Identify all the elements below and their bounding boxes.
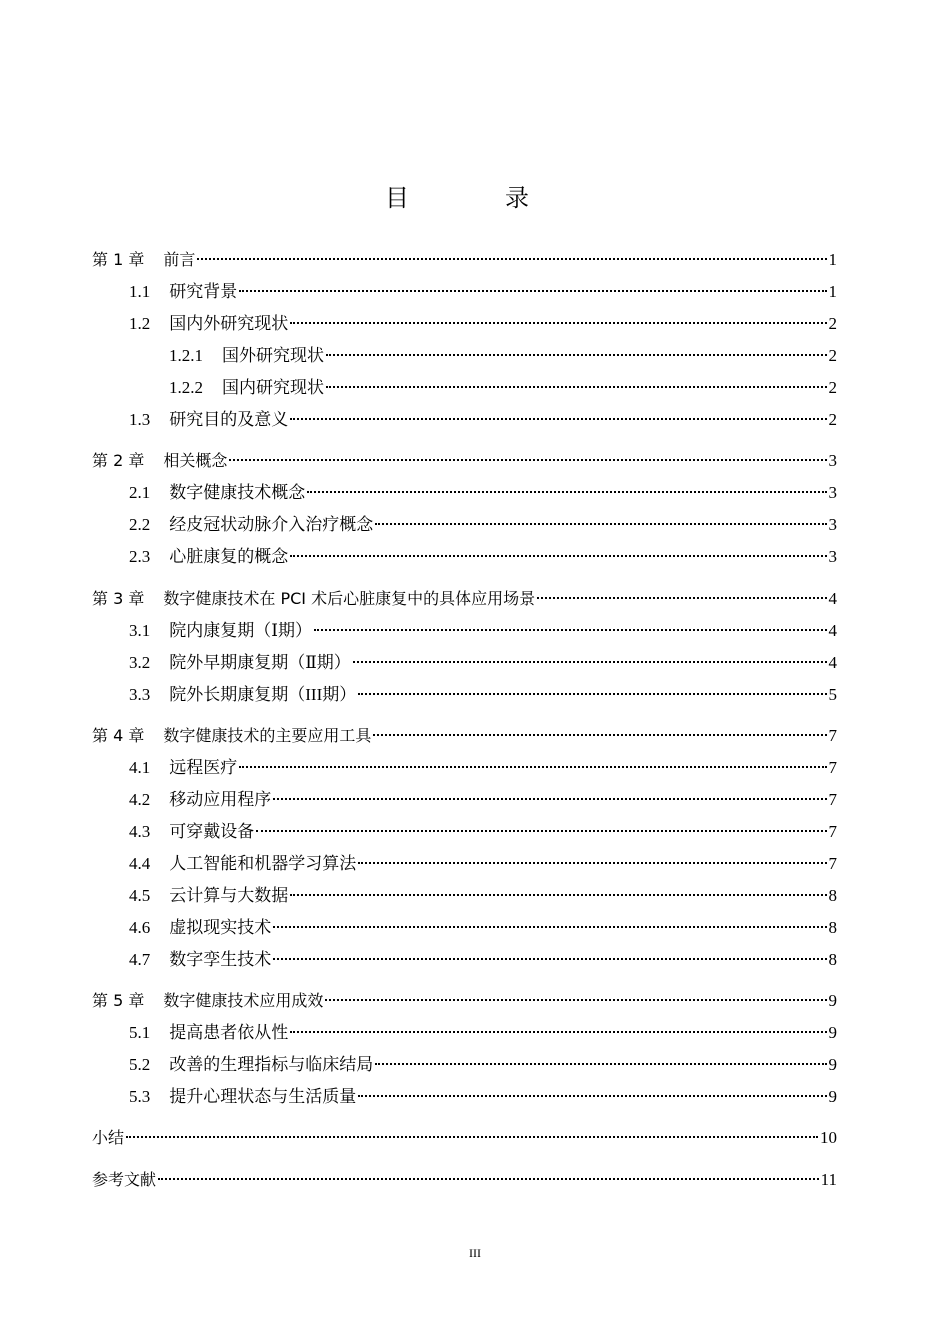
toc-entry[interactable] — [92, 376, 837, 400]
toc-entry-number: 4.1 — [129, 758, 151, 777]
toc-entry-page: 7 — [828, 758, 837, 777]
toc-entry-label: 云计算与大数据 — [169, 886, 289, 905]
toc-entry-number: 第 5 章 — [92, 991, 145, 1010]
toc-entry-label: 院内康复期（Ⅰ期） — [169, 621, 312, 640]
toc-entry-label: 经皮冠状动脉介入治疗概念 — [169, 515, 374, 534]
toc-entry[interactable] — [92, 1168, 837, 1192]
toc-entry-page: 2 — [828, 346, 837, 365]
toc-entry[interactable] — [92, 587, 837, 611]
toc-entry-page: 7 — [828, 790, 837, 809]
toc-entry-page: 8 — [828, 918, 837, 937]
toc-entry[interactable] — [92, 651, 837, 675]
toc-entry-number: 1.1 — [129, 282, 151, 301]
toc-entry-label: 数字健康技术的主要应用工具 — [163, 726, 372, 745]
toc-entry-page: 3 — [828, 547, 837, 566]
toc-entry-page: 2 — [828, 378, 837, 397]
toc-entry-number: 5.3 — [129, 1087, 151, 1106]
toc-entry[interactable] — [92, 1085, 837, 1109]
toc-entry-label: 改善的生理指标与临床结局 — [169, 1055, 374, 1074]
dot-leader — [537, 596, 826, 599]
toc-entry-label: 小结 — [92, 1128, 125, 1147]
dot-leader — [197, 257, 826, 260]
dot-leader — [373, 733, 826, 736]
toc-entry[interactable] — [92, 545, 837, 569]
toc-entry[interactable] — [92, 248, 837, 272]
dot-leader — [290, 321, 826, 324]
toc-entry[interactable] — [92, 449, 837, 473]
toc-entry-page: 7 — [828, 726, 837, 745]
toc-entry[interactable] — [92, 513, 837, 537]
toc-entry-label: 移动应用程序 — [169, 790, 272, 809]
dot-leader — [256, 829, 826, 832]
toc-entry-number: 4.6 — [129, 918, 151, 937]
toc-entry-page: 9 — [828, 1087, 837, 1106]
dot-leader — [375, 1062, 826, 1065]
toc-entry-label: 相关概念 — [163, 451, 228, 470]
dot-leader — [326, 353, 827, 356]
dot-leader — [358, 692, 826, 695]
toc-entry[interactable] — [92, 344, 837, 368]
toc-entry[interactable] — [92, 312, 837, 336]
toc-entry[interactable] — [92, 1021, 837, 1045]
toc-entry-page: 7 — [828, 854, 837, 873]
dot-leader — [307, 490, 826, 493]
toc-entry-label: 研究目的及意义 — [169, 410, 289, 429]
toc-entry-label: 国内外研究现状 — [169, 314, 289, 333]
page-number-footer: III — [469, 1246, 481, 1260]
toc-entry[interactable] — [92, 408, 837, 432]
dot-leader — [314, 628, 827, 631]
dot-leader — [273, 925, 826, 928]
toc-entry-label: 数字孪生技术 — [169, 950, 272, 969]
toc-title: 目 录 — [385, 184, 565, 212]
toc-entry[interactable] — [92, 948, 837, 972]
toc-entry-number: 2.1 — [129, 483, 151, 502]
dot-leader — [290, 417, 826, 420]
dot-leader — [326, 385, 827, 388]
dot-leader — [158, 1177, 819, 1180]
toc-entry-page: 4 — [828, 589, 837, 608]
toc-entry-page: 7 — [828, 822, 837, 841]
toc-entry-label: 提高患者依从性 — [169, 1023, 289, 1042]
toc-entry-label: 研究背景 — [169, 282, 238, 301]
dot-leader — [353, 660, 827, 663]
toc-entry-page: 1 — [828, 250, 837, 269]
toc-entry-number: 1.2.2 — [169, 378, 203, 397]
toc-entry[interactable] — [92, 989, 837, 1013]
toc-entry-number: 1.3 — [129, 410, 151, 429]
toc-entry-number: 4.2 — [129, 790, 151, 809]
toc-entry-label: 人工智能和机器学习算法 — [169, 854, 357, 873]
toc-entry-number: 3.3 — [129, 685, 151, 704]
dot-leader — [375, 522, 826, 525]
toc-entry-label: 院外早期康复期（Ⅱ期） — [169, 653, 351, 672]
toc-entry[interactable] — [92, 788, 837, 812]
dot-leader — [358, 1094, 826, 1097]
toc-entry-page: 5 — [828, 685, 837, 704]
toc-entry-page: 11 — [820, 1170, 837, 1189]
toc-entry-label: 数字健康技术应用成效 — [163, 991, 324, 1010]
toc-entry[interactable] — [92, 481, 837, 505]
dot-leader — [290, 1030, 826, 1033]
toc-entry[interactable] — [92, 1053, 837, 1077]
toc-entry[interactable] — [92, 916, 837, 940]
toc-entry-number: 3.1 — [129, 621, 151, 640]
toc-entry-number: 2.2 — [129, 515, 151, 534]
toc-entry-number: 4.7 — [129, 950, 151, 969]
toc-entry-page: 4 — [828, 653, 837, 672]
dot-leader — [273, 797, 826, 800]
toc-entry-page: 9 — [828, 991, 837, 1010]
toc-entry[interactable] — [92, 756, 837, 780]
dot-leader — [239, 765, 826, 768]
toc-entry-number: 4.3 — [129, 822, 151, 841]
toc-entry-page: 3 — [828, 515, 837, 534]
toc-entry-number: 1.2.1 — [169, 346, 203, 365]
toc-entry-label: 国内研究现状 — [222, 378, 324, 397]
toc-entry-page: 9 — [828, 1023, 837, 1042]
toc-entry[interactable] — [92, 1126, 837, 1150]
toc-entry-label: 心脏康复的概念 — [169, 547, 289, 566]
toc-entry[interactable] — [92, 820, 837, 844]
toc-entry-label: 可穿戴设备 — [169, 822, 255, 841]
dot-leader — [239, 289, 826, 292]
toc-entry-number: 第 3 章 — [92, 589, 145, 608]
toc-entry[interactable] — [92, 852, 837, 876]
dot-leader — [290, 893, 826, 896]
toc-entry-page: 2 — [828, 410, 837, 429]
toc-entry-number: 5.2 — [129, 1055, 151, 1074]
toc-entry[interactable] — [92, 683, 837, 707]
dot-leader — [229, 458, 826, 461]
toc-entry-number: 3.2 — [129, 653, 151, 672]
toc-entry-number: 2.3 — [129, 547, 151, 566]
toc-entry[interactable] — [92, 619, 837, 643]
toc-entry[interactable] — [92, 280, 837, 304]
toc-entry-page: 4 — [828, 621, 837, 640]
dot-leader — [325, 998, 826, 1001]
toc-entry-label: 远程医疗 — [169, 758, 238, 777]
toc-entry-label: 提升心理状态与生活质量 — [169, 1087, 357, 1106]
toc-entry-page: 2 — [828, 314, 837, 333]
toc-entry-number: 第 4 章 — [92, 726, 145, 745]
dot-leader — [126, 1135, 818, 1138]
toc-entry-label: 数字健康技术在 PCI 术后心脏康复中的具体应用场景 — [163, 589, 536, 608]
toc-entry-label: 数字健康技术概念 — [169, 483, 306, 502]
toc-entry-number: 4.5 — [129, 886, 151, 905]
toc-entry-label: 虚拟现实技术 — [169, 918, 272, 937]
toc-entry-page: 8 — [828, 950, 837, 969]
toc-entry-page: 9 — [828, 1055, 837, 1074]
toc-entry-number: 4.4 — [129, 854, 151, 873]
toc-entry-page: 8 — [828, 886, 837, 905]
toc-entry-page: 1 — [828, 282, 837, 301]
toc-entry-label: 院外长期康复期（III期） — [169, 685, 357, 704]
toc-entry-label: 前言 — [163, 250, 196, 269]
toc-entry-page: 3 — [828, 451, 837, 470]
toc-entry-number: 5.1 — [129, 1023, 151, 1042]
toc-entry-label: 国外研究现状 — [222, 346, 324, 365]
toc-entry-page: 10 — [820, 1128, 837, 1147]
toc-entry-number: 第 2 章 — [92, 451, 145, 470]
toc-entry-page: 3 — [828, 483, 837, 502]
toc-entry[interactable] — [92, 884, 837, 908]
dot-leader — [273, 957, 826, 960]
toc-entry-number: 第 1 章 — [92, 250, 145, 269]
toc-entry-label: 参考文献 — [92, 1170, 157, 1189]
toc-entry-number: 1.2 — [129, 314, 151, 333]
dot-leader — [290, 554, 826, 557]
dot-leader — [358, 861, 826, 864]
toc-entry[interactable] — [92, 724, 837, 748]
